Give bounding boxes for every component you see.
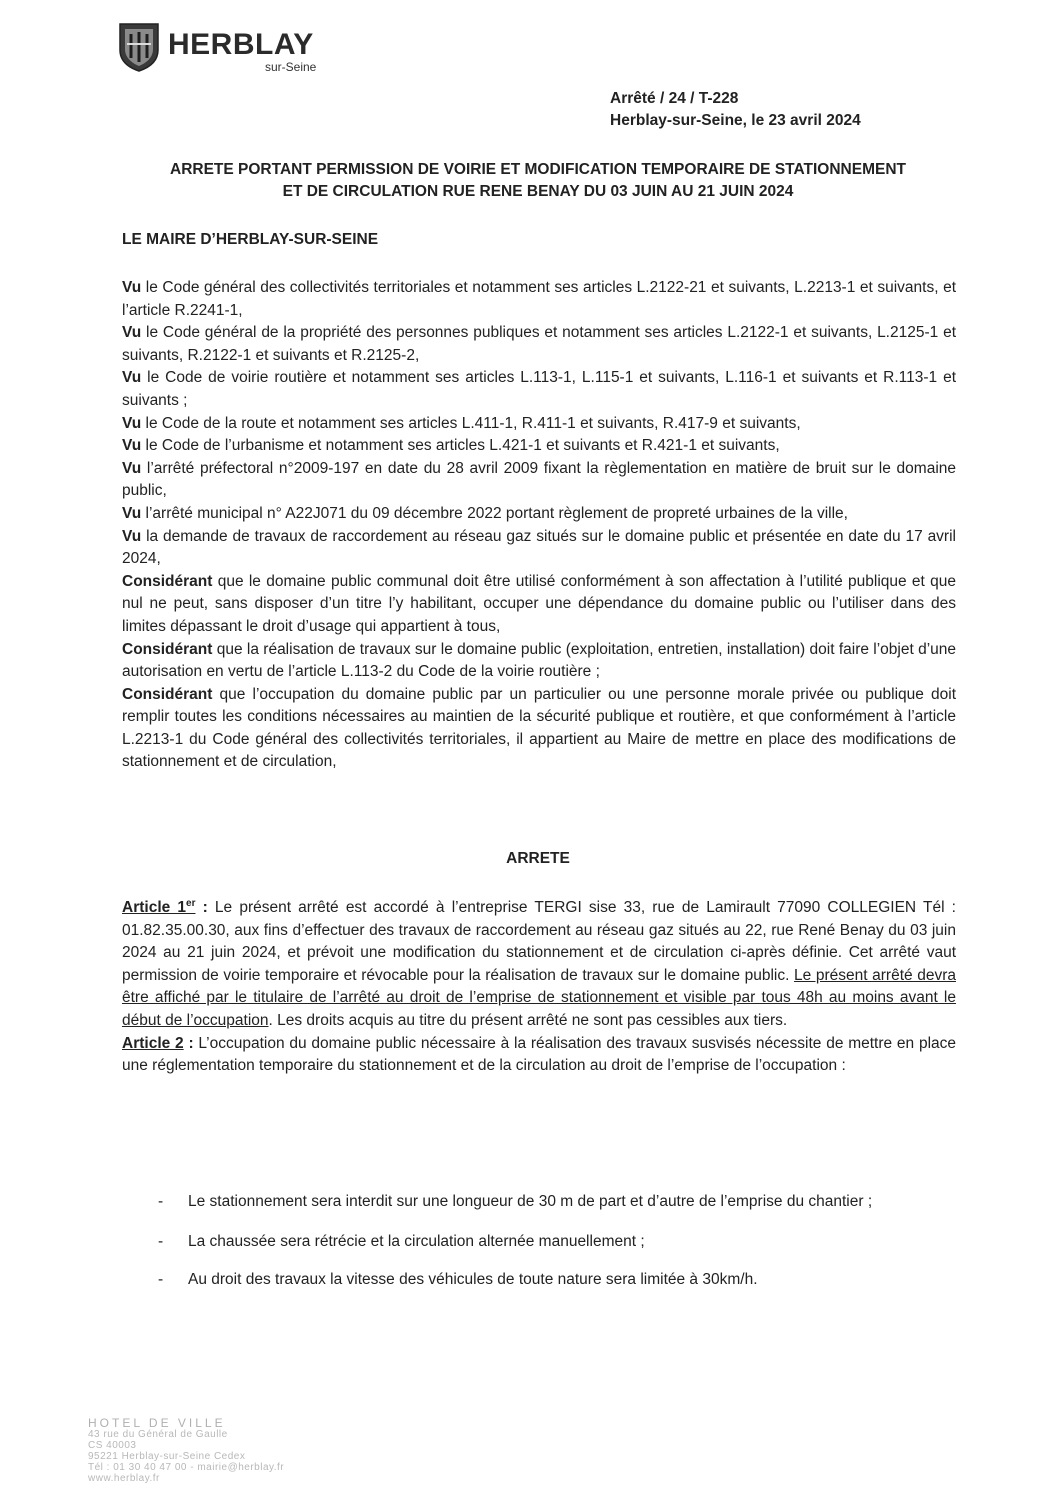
- recital: Vu le Code général des collectivités territoriales et notamment ses articles L.2122-21 et suivants, L.2213-1 et suivants, et l’article R.2241-1,: [122, 279, 956, 319]
- measures-list: [152, 1184, 956, 1298]
- recital: Vu l’arrêté préfectoral n°2009-197 en date du 28 avril 2009 fixant la règlementation en matière de bruit sur le domaine public,: [122, 459, 956, 500]
- list-item: - Le stationnement sera interdit sur une longueur de 30 m de part et d’autre de l’emprise du chantier ;: [158, 1193, 873, 1210]
- article-2: Article 2 : L’occupation du domaine public nécessaire à la réalisation des travaux susvisés nécessite de mettre en place une réglementation temporaire du stationnement et de la circulation au droit de l’emprise de l’occupation :: [122, 1034, 957, 1075]
- recital: Vu le Code de la route et notamment ses articles L.411-1, R.411-1 et suivants, R.417-9 et suivants,: [122, 414, 801, 432]
- decree-reference: [610, 88, 861, 132]
- footer-line: CS 40003: [88, 1440, 137, 1451]
- recital: Considérant que la réalisation de travaux sur le domaine public (exploitation, entretien, installation) doit faire l’objet d’une autorisation en vertu de l’article L.113-2 du Code de la voirie routière ;: [122, 640, 957, 681]
- decree-number: Arrêté / 24 / T-228: [610, 90, 739, 107]
- display-requirement: Le présent arrêté devra être affiché par le titulaire de l’arrêté au droit de l’emprise de stationnement et visible par tous 48h au moins avant le début de l’occupation: [122, 966, 956, 1029]
- recital: Vu l’arrêté municipal n° A22J071 du 09 décembre 2022 portant règlement de propreté urbaines de la ville,: [122, 504, 848, 522]
- recitals: [122, 277, 956, 774]
- logo-subtitle: sur-Seine: [265, 60, 317, 74]
- article-1-label: Article 1er: [122, 897, 196, 916]
- mayor-heading: LE MAIRE D’HERBLAY-SUR-SEINE: [122, 231, 379, 248]
- recital: Vu le Code de l’urbanisme et notamment ses articles L.421-1 et suivants et R.421-1 et suivants,: [122, 437, 780, 455]
- arrete-heading: ARRETE: [506, 850, 570, 867]
- herblay-crest-icon: [116, 20, 162, 72]
- title-line-1: ARRETE PORTANT PERMISSION DE VOIRIE ET MODIFICATION TEMPORAIRE DE STATIONNEMENT: [170, 161, 906, 178]
- footer-line: 43 rue du Général de Gaulle: [88, 1429, 228, 1440]
- articles: [122, 897, 956, 1078]
- recital: Vu le Code général de la propriété des personnes publiques et notamment ses articles L.2122-1 et suivants, L.2125-1 et suivants, R.2122-1 et suivants et R.2125-2,: [122, 324, 956, 364]
- footer-line: Tél : 01 30 40 47 00 - mairie@herblay.fr: [88, 1462, 285, 1473]
- footer-address: [88, 1418, 284, 1484]
- herblay-logo: [116, 18, 346, 78]
- recital: Considérant que le domaine public communal doit être utilisé conformément à son affectation à l’utilité publique et que nul ne peut, sans disposer d’un titre l’y habilitant, occuper une dépendance du domaine public ou l’utiliser dans des limites dépassant le droit d’usage qui appartient à tous,: [122, 572, 956, 635]
- title-line-2: ET DE CIRCULATION RUE RENE BENAY DU 03 JUIN AU 21 JUIN 2024: [282, 183, 794, 200]
- place-date: Herblay-sur-Seine, le 23 avril 2024: [610, 112, 861, 129]
- list-item: - La chaussée sera rétrécie et la circulation alternée manuellement ;: [158, 1233, 645, 1250]
- article-2-label: Article 2: [122, 1034, 184, 1052]
- logo-name: HERBLAY: [168, 28, 314, 61]
- recital: Vu la demande de travaux de raccordement au réseau gaz situés sur le domaine public et présentée en date du 17 avril 2024,: [122, 527, 956, 568]
- decree-title: [118, 159, 958, 203]
- footer-title: HOTEL DE VILLE: [88, 1416, 226, 1430]
- footer-line: 95221 Herblay-sur-Seine Cedex: [88, 1451, 246, 1462]
- article-1: Article 1er : Le présent arrêté est accordé à l’entreprise TERGI sise 33, rue de Lamirault 77090 COLLEGIEN Tél : 01.82.35.00.30, aux fins d’effectuer des travaux de raccordement au réseau gaz situés au 22, rue René Benay du 03 juin 2024 au 21 juin 2024, et prévoit une modification du stationnement et de circulation ci-après définie. Cet arrêté vaut permission de voirie temporaire et révocable pour la réalisation de travaux sur le domaine public. Le présent arrêté devra être affiché par le titulaire de l’arrêté au droit de l’emprise de stationnement et visible par tous 48h au moins avant le début de l’occupation. Les droits acquis au titre du présent arrêté ne sont pas cessibles aux tiers.: [122, 897, 956, 1029]
- recital: Vu le Code de voirie routière et notamment ses articles L.113-1, L.115-1 et suivants, L.116-1 et suivants et R.113-1 et suivants ;: [122, 369, 956, 409]
- recital: Considérant que l’occupation du domaine public par un particulier ou une personne morale privée ou publique doit remplir toutes les conditions nécessaires au maintien de la sécurité publique et routière, et que conformément à l’article L.2213-1 du Code général des collectivités territoriales, il appartient au Maire de mettre en place des modifications de stationnement et de circulation,: [122, 685, 956, 771]
- footer-line: www.herblay.fr: [88, 1473, 160, 1484]
- list-item: - Au droit des travaux la vitesse des véhicules de toute nature sera limitée à 30km/h.: [158, 1271, 758, 1288]
